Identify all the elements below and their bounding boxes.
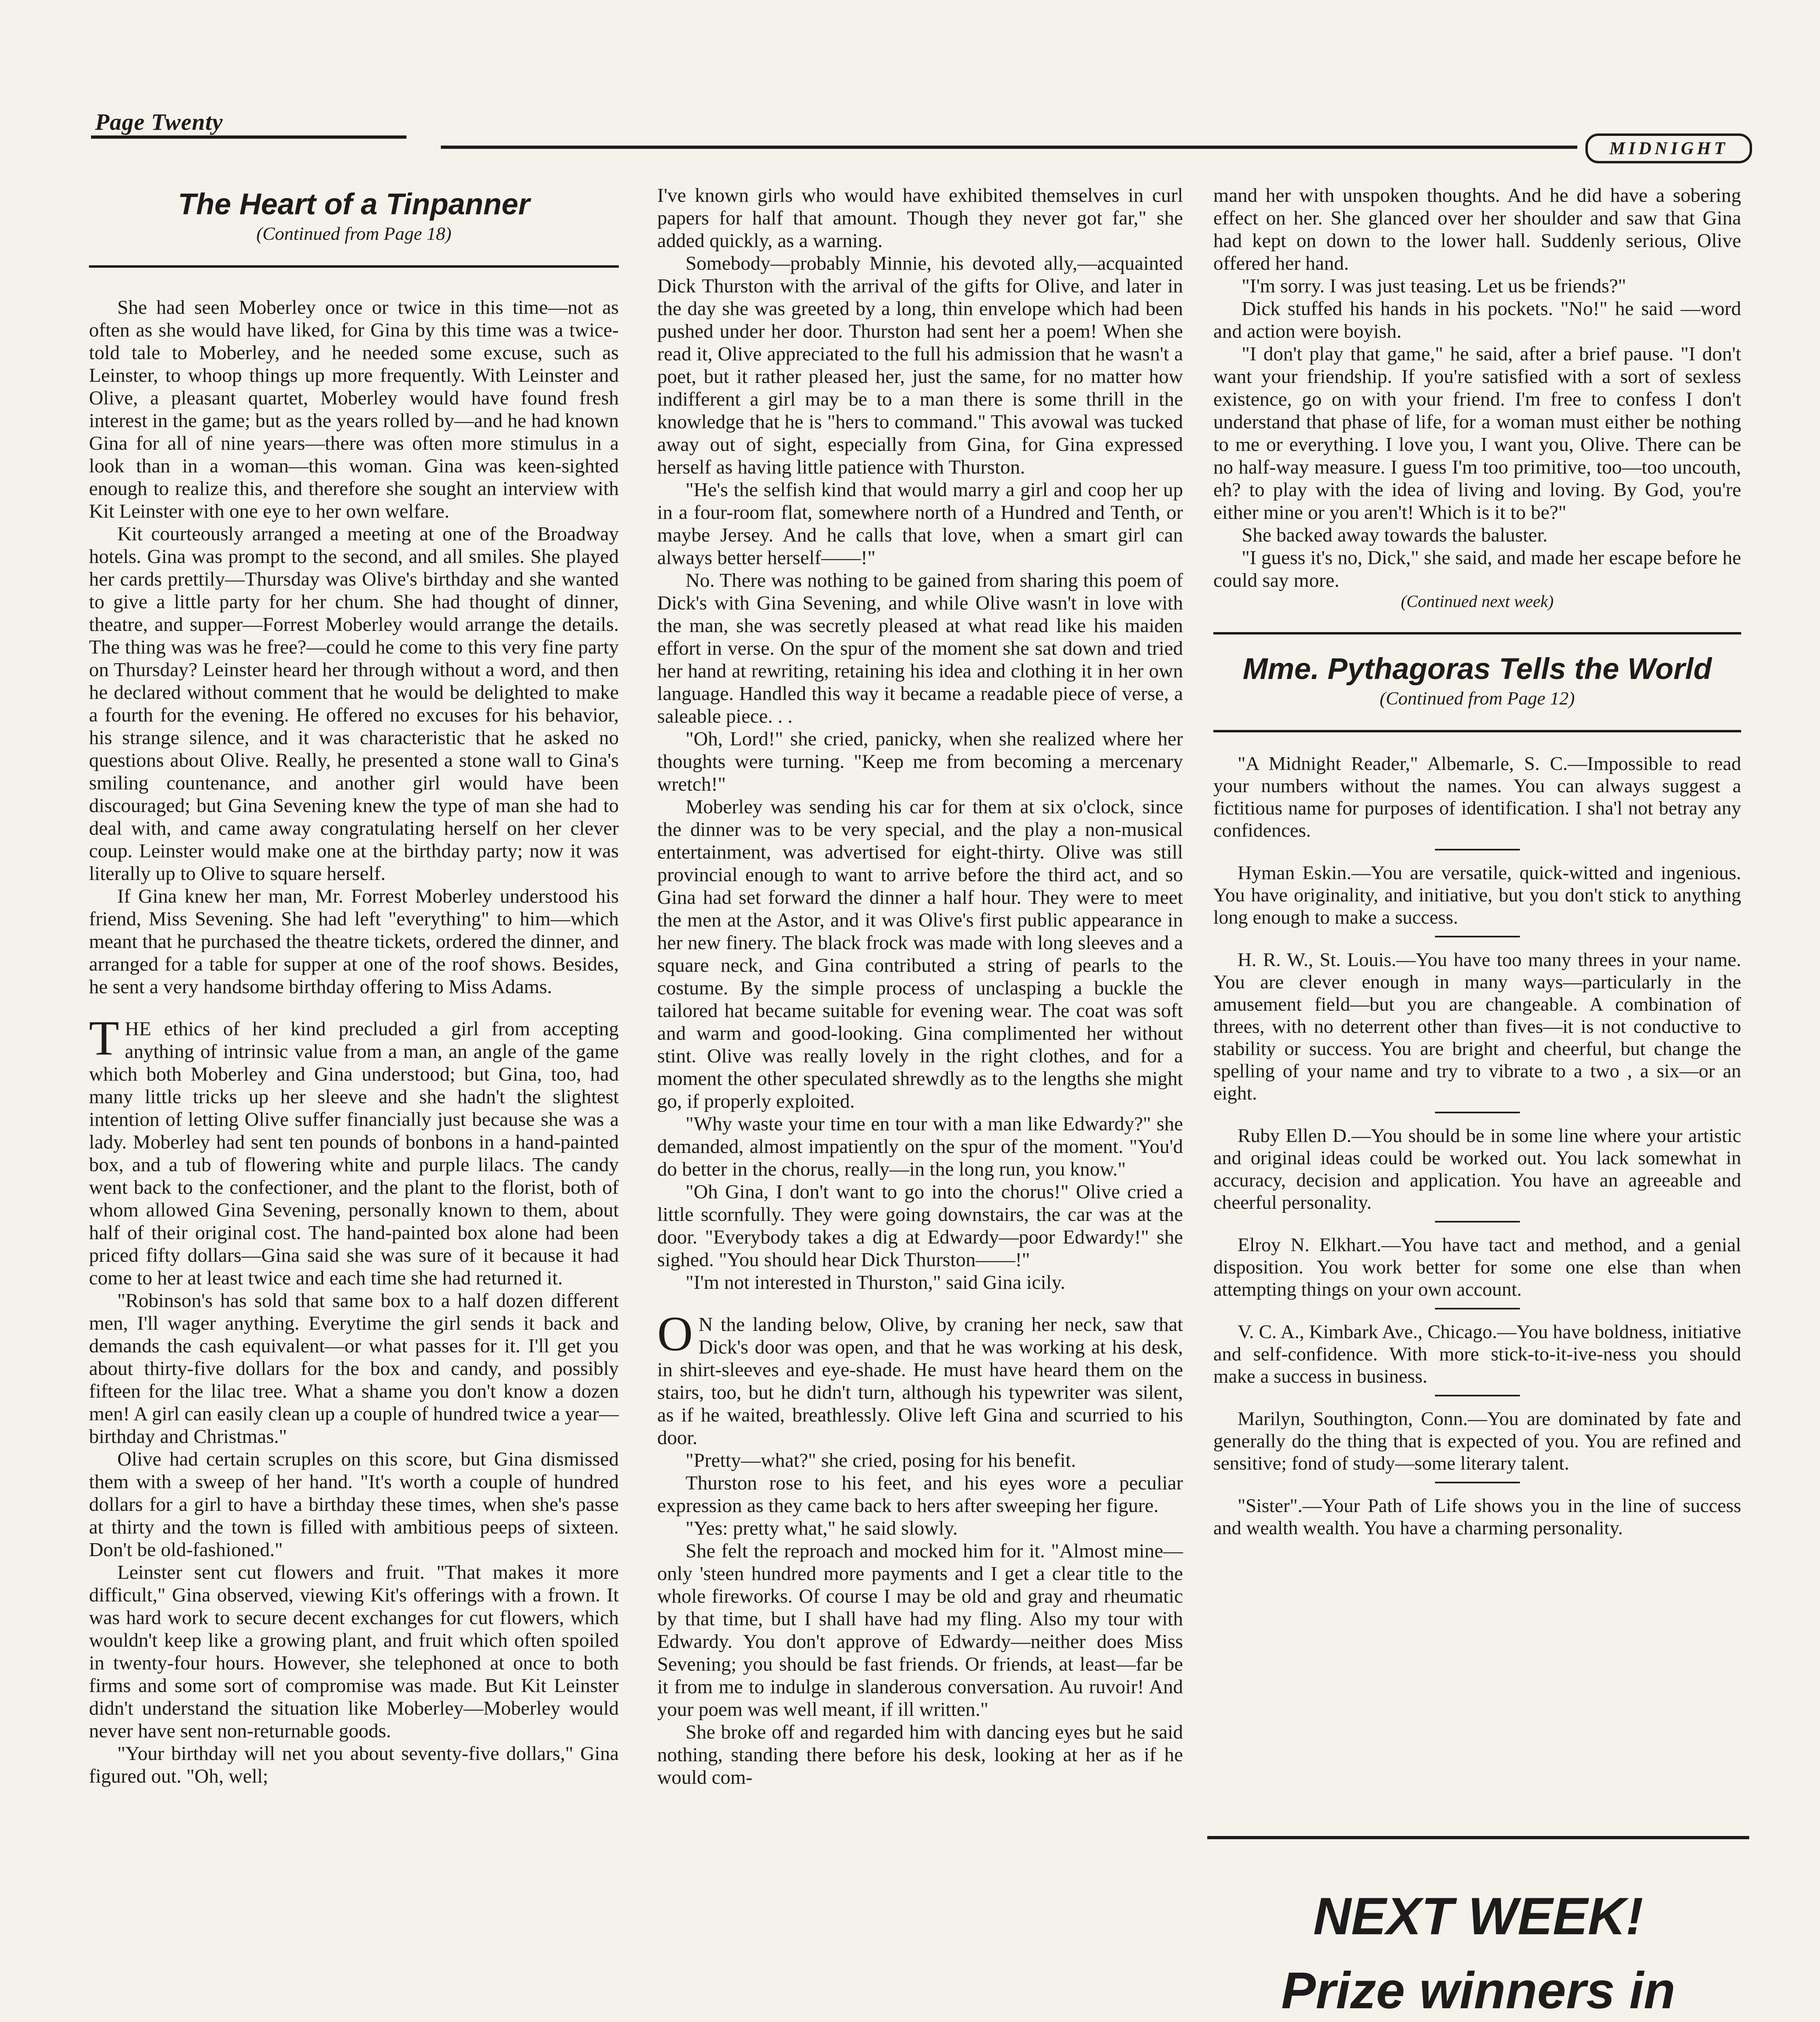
reading-entry: "A Midnight Reader," Albemarle, S. C.—Impossible to read your numbers without the names. You can always suggest a fictitious name for purposes of identification. I sha'l not betray any confidences. — [1213, 753, 1741, 841]
paragraph: "I don't play that game," he said, after a brief pause. "I don't want your friendship. If you're satisfied with a sort of sexless existence, go on with your friend. I'm free to confess I don't understand that phase of life, for a woman must either be nothing to me or everything. I love you, I want you, Olive. There can be no half-way measure. I guess I'm too primitive, too—too uncouth, eh? to play with the idea of living and loving. By God, you're either mine or you aren't! Which is it to be?" — [1213, 343, 1741, 523]
section-rule — [1213, 632, 1741, 635]
reading-entry: "Sister".—Your Path of Life shows you in the line of success and wealth wealth. You have a charming personality. — [1213, 1495, 1741, 1539]
paragraph: Moberley was sending his car for them at six o'clock, since the dinner was to be very special, and the play a non-musical entertainment, was advertised for eight-thirty. Olive was still provincial enough to want to arrive before the third act, and so Gina had set forward the dinner a half hour. They were to meet the men at the Astor, and it was Olive's first public appearance in her new finery. The black frock was made with long sleeves and a square neck, and Gina contributed a string of pearls to the costume. By the simple process of unclasping a buckle the tailored hat became suitable for evening wear. The coat was soft and warm and good-looking. Gina complimented her without stint. Olive was really lovely in the right clothes, and for a moment the other speculated shrewdly as to the lengths she might go, if properly exploited. — [657, 795, 1183, 1112]
paragraph: Olive had certain scruples on this score, but Gina dismissed them with a sweep of her hand. "It's worth a couple of hundred dollars for a girl to have a birthday these times, when she's passe at thirty and the town is filled with ambitious peeps of sixteen. Don't be old-fashioned." — [89, 1448, 619, 1561]
promo-next-week: NEXT WEEK! — [1313, 1887, 1644, 1946]
next-week-promo — [1207, 1836, 1749, 2022]
paragraph: Leinster sent cut flowers and fruit. "That makes it more difficult," Gina observed, viewing Kit's offerings with a frown. It was hard work to secure decent exchanges for cut flowers, which wouldn't keep like a growing plant, and fruit which often spoiled in twenty-four hours. However, she telephoned at once to both firms and some sort of compromise was made. But Kit Leinster didn't understand the situation like Moberley—Moberley would never have sent non-returnable goods. — [89, 1561, 619, 1742]
paragraph: "I'm not interested in Thurston," said Gina icily. — [686, 1271, 1065, 1293]
story-continued-from: (Continued from Page 18) — [256, 223, 452, 244]
paragraph: If Gina knew her man, Mr. Forrest Moberley understood his friend, Miss Sevening. She had left "everything" to him—which meant that he purchased the theatre tickets, ordered the dinner, and arranged for a table for supper at one of the roof shows. Besides, he sent a very handsome birthday offering to Miss Adams. — [89, 885, 619, 998]
paragraph: "Why waste your time en tour with a man like Edwardy?" she demanded, almost impatiently on the spur of the moment. "You'd do better in the chorus, really—in the long run, you know." — [657, 1113, 1183, 1180]
drop-cap: T — [89, 1011, 119, 1066]
paragraph: "Robinson's has sold that same box to a half dozen different men, I'll wager anything. Everytime the girl sends it back and demands the cash equivalent—or what passes for it. I'll get you about thirty-five dollars for the box and candy, and possibly fifteen for the lilac tree. What a shame you don't know a dozen men! A girl can easily clean up a couple of hundred twice a year—birthday and Christmas." — [89, 1289, 619, 1447]
paragraph: I've known girls who would have exhibited themselves in curl papers for half that amount. Though they never got far," she added quickly, as a warning. — [657, 184, 1183, 252]
column-2 — [657, 184, 1183, 1789]
paragraph: "I guess it's no, Dick," she said, and made her escape before he could say more. — [1213, 546, 1741, 591]
entry-separator — [1435, 1482, 1520, 1483]
paragraph: mand her with unspoken thoughts. And he did have a sobering effect on her. She glanced over her shoulder and saw that Gina had kept on down to the lower hall. Suddenly serious, Olive offered her hand. — [1213, 184, 1741, 274]
paragraph: Kit courteously arranged a meeting at one of the Broadway hotels. Gina was prompt to the second, and all smiles. She played her cards prettily—Thursday was Olive's birthday and she wanted to give a little party for her chum. She had thought of dinner, theatre, and supper—Forrest Moberley would arrange the details. The thing was was he free?—could he come to this very fine party on Thursday? Leinster heard her through without a word, and then he declared without comment that he would be delighted to make a fourth for the evening. He offered no excuses for his behavior, his strange silence, and it was characteristic that he asked no questions about Olive. Really, he presented a stone wall to Gina's smiling countenance, and another girl would have been discouraged; but Gina Sevening knew the type of man she had to deal with, and came away congratulating herself on her clever coup. Leinster would make one at the birthday party; now it was literally up to Olive to square herself. — [89, 522, 619, 884]
column-continued-from: (Continued from Page 12) — [1380, 688, 1575, 709]
paragraph: "I'm sorry. I was just teasing. Let us be friends?" — [1242, 275, 1626, 297]
paragraph: She felt the reproach and mocked him for it. "Almost mine—only 'steen hundred more payments and I get a clear title to the whole fireworks. Of course I may be old and gray and rheumatic by that time, but I shall have had my fling. Also my tour with Edwardy. You don't approve of Edwardy—neither does Miss Sevening; you should be fast friends. Or friends, at least—far be it from me to indulge in slanderous conversation. Au ruvoir! And your poem was well meant, if ill written." — [657, 1540, 1183, 1720]
paragraph: "Your birthday will net you about seventy-five dollars," Gina figured out. "Oh, well; — [89, 1742, 619, 1787]
paragraph: No. There was nothing to be gained from sharing this poem of Dick's with Gina Sevening, and while Olive wasn't in love with the man, she was secretly pleased at what read like his maiden effort in verse. On the spur of the moment she sat down and tried her hand at rewriting, retaining his idea and clothing it in her own language. Handled this way it became a readable piece of verse, a saleable piece. . . — [657, 569, 1183, 727]
reading-entry: Elroy N. Elkhart.—You have tact and method, and a genial disposition. You work better for some one else than when attempting things on your own account. — [1213, 1234, 1741, 1300]
dropcap-paragraph-text: N the landing below, Olive, by craning her neck, saw that Dick's door was open, and that he was working at his desk, in shirt-sleeves and eye-shade. He must have heard them on the stairs, too, but he didn't turn, although his typewriter was silent, as if he waited, breathlessly. Olive left Gina and scurried to his door. — [657, 1313, 1183, 1449]
promo-top-rule — [1207, 1836, 1749, 1839]
paragraph: "Pretty—what?" she cried, posing for his benefit. — [686, 1449, 1076, 1471]
paragraph: "Oh, Lord!" she cried, panicky, when she realized where her thoughts were turning. "Keep me from becoming a mercenary wretch!" — [657, 728, 1183, 795]
entry-separator — [1435, 1308, 1520, 1309]
paragraph: Thurston rose to his feet, and his eyes wore a peculiar expression as they came back to hers after sweeping her figure. — [657, 1472, 1183, 1516]
title-rule — [89, 265, 619, 268]
page-number-label: Page Twenty — [95, 109, 223, 135]
reading-entry: Ruby Ellen D.—You should be in some line where your artistic and original ideas could be worked out. You lack somewhat in accuracy, decision and application. You have an agreeable and cheerful personality. — [1213, 1125, 1741, 1213]
column-3 — [1213, 184, 1741, 1539]
paragraph: She broke off and regarded him with dancing eyes but he said nothing, standing there before his desk, looking at her as if he would com- — [657, 1721, 1183, 1788]
dropcap-paragraph-text: HE ethics of her kind precluded a girl from accepting anything of intrinsic value from a man, an angle of the game which both Moberley and Gina understood; but Gina, too, had many little tricks up her sleeve and she hadn't the slightest intention of letting Olive suffer financially just because she was a lady. Moberley had sent ten pounds of bonbons in a hand-painted box, and a tub of flowering white and purple lilacs. The candy went back to the confectioner, and the plant to the florist, both of whom allowed Gina Sevening, personally known to them, about half of their original cost. The hand-painted box alone had been priced fifty dollars—Gina said she was sure of it because it had come to her at least twice and each time she had returned it. — [89, 1017, 619, 1289]
title-rule — [1213, 730, 1741, 732]
reading-entry: V. C. A., Kimbark Ave., Chicago.—You have boldness, initiative and self-confidence. With more stick-to-it-ive-ness you should make a success in business. — [1213, 1321, 1741, 1387]
paragraph: "He's the selfish kind that would marry a girl and coop her up in a four-room flat, somewhere north of a Hundred and Tenth, or maybe Jersey. And he calls that love, when a smart girl can always better herself——!" — [657, 478, 1183, 569]
drop-cap: O — [657, 1307, 693, 1361]
column-1 — [89, 182, 619, 1787]
midnight-logo: MIDNIGHT — [1585, 133, 1752, 163]
entry-separator — [1435, 1112, 1520, 1113]
entry-separator — [1435, 1221, 1520, 1223]
paragraph: She had seen Moberley once or twice in this time—not as often as she would have liked, for Gina by this time was a twice-told tale to Moberley, and he needed some excuse, such as Leinster, to whoop things up more frequently. With Leinster and Olive, a pleasant quartet, Moberley would have found fresh interest in the game; but as the years rolled by—and he had known Gina for all of nine years—there was often more stimulus in a look than in a woman—this woman. Gina was keen-sighted enough to realize this, and therefore she sought an interview with Kit Leinster with one eye to her own welfare. — [89, 296, 619, 522]
header-rule-left — [91, 135, 406, 139]
dropcap-paragraph — [89, 1011, 619, 1289]
dropcap-paragraph — [657, 1307, 1183, 1449]
paragraph: She backed away towards the baluster. — [1242, 524, 1548, 546]
reading-entry: H. R. W., St. Louis.—You have too many threes in your name. You are clever enough in many ways—particularly in the amusement field—but you are changeable. A combination of threes, with no deterrent other than fives—it is not conductive to stability or success. You are bright and cheerful, but change the spelling of your name and try to vibrate to a two , a six—or an eight. — [1213, 949, 1741, 1104]
entry-separator — [1435, 936, 1520, 937]
header-rule-right — [441, 146, 1577, 149]
paragraph: Somebody—probably Minnie, his devoted ally,—acquainted Dick Thurston with the arrival of the gifts for Olive, and later in the day she was greeted by a long, thin envelope which had been pushed under her door. Thurston had sent her a poem! When she read it, Olive appreciated to the full his admission that he wasn't a poet, but it rather pleased her, just the same, for no matter how indifferent a girl may be to a man there is some thrill in the knowledge that he is "hers to command." This avowal was tucked away out of sight, especially from Gina, for Gina expressed herself as having little patience with Thurston. — [657, 252, 1183, 478]
reading-entry: Marilyn, Southington, Conn.—You are dominated by fate and generally do the thing that is expected of you. You are refined and sensitive; fond of study—some literary talent. — [1213, 1408, 1741, 1474]
paragraph: Dick stuffed his hands in his pockets. "No!" he said —word and action were boyish. — [1213, 297, 1741, 342]
continued-next-week: (Continued next week) — [1401, 592, 1554, 611]
promo-prize-winners: Prize winners in — [1281, 1962, 1676, 2020]
entry-separator — [1435, 849, 1520, 850]
paragraph: "Yes: pretty what," he said slowly. — [686, 1517, 958, 1539]
entry-separator — [1435, 1395, 1520, 1396]
column-title: Mme. Pythagoras Tells the World — [1242, 652, 1712, 685]
paragraph: "Oh Gina, I don't want to go into the chorus!" Olive cried a little scornfully. They were going downstairs, the car was at the door. "Everybody takes a dig at Edwardy—poor Edwardy!" she sighed. "You should hear Dick Thurston——!" — [657, 1180, 1183, 1271]
story-title: The Heart of a Tinpanner — [178, 187, 530, 221]
reading-entry: Hyman Eskin.—You are versatile, quick-witted and ingenious. You have originality, and initiative, but you don't stick to anything long enough to make a success. — [1213, 862, 1741, 928]
